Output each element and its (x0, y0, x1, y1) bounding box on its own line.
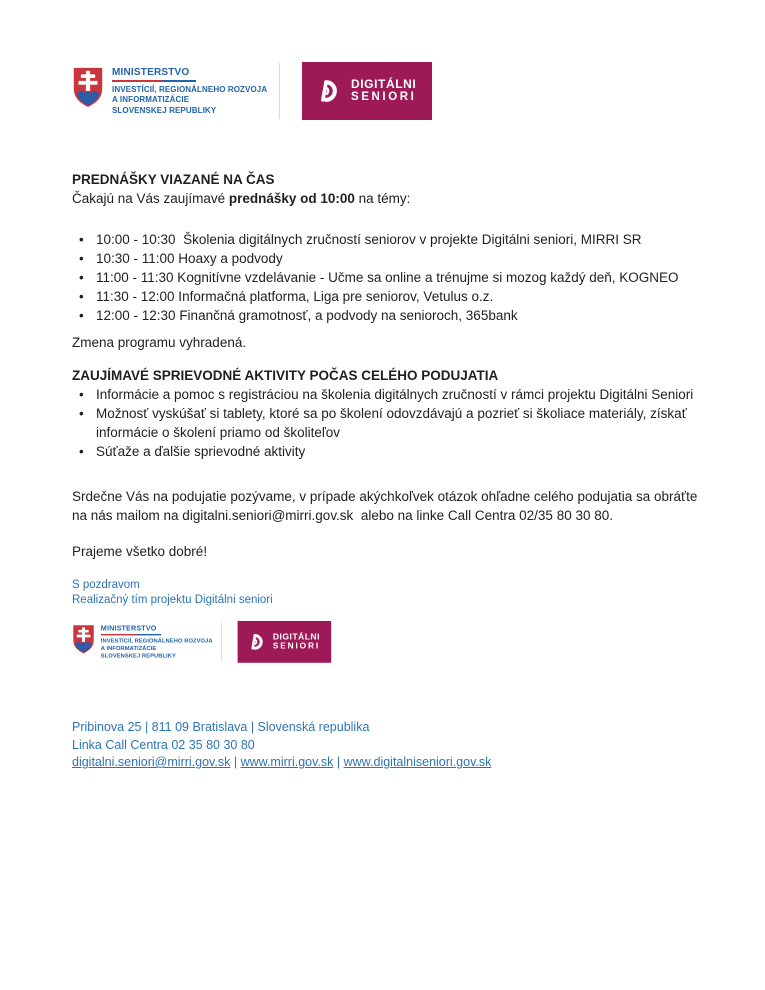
list-item: • 10:00 - 10:30 Školenia digitálnych zručností seniorov v projekte Digitálni seniori, MIRRI SR (72, 230, 699, 249)
ministry-wordmark (101, 624, 213, 660)
ministry-tricolor-underline (101, 634, 161, 635)
signature-block (72, 578, 699, 608)
footer-links (72, 754, 699, 772)
footer-separator: | (336, 755, 341, 769)
footer-separator: | (233, 755, 238, 769)
ministry-line3: A INFORMATIZÁCIE (112, 95, 190, 105)
activities-list (72, 385, 699, 461)
contact-footer (72, 719, 699, 772)
digitalni-seniori-d-icon (318, 78, 342, 104)
lectures-intro-suffix: na témy: (354, 191, 411, 206)
activities-heading: ZAUJÍMAVÉ SPRIEVODNÉ AKTIVITY POČAS CELÉHO PODUJATIA (72, 368, 499, 383)
digitalni-seniori-wordmark (351, 78, 417, 104)
lectures-intro (72, 189, 699, 208)
ministry-line3: A INFORMATIZÁCIE (100, 644, 157, 652)
logo-divider (221, 622, 222, 662)
logo-divider (279, 63, 280, 119)
digitalni-seniori-wordmark (273, 633, 320, 652)
digitalni-seniori-logo (302, 62, 432, 120)
lectures-list (72, 230, 699, 325)
lectures-intro-prefix: Čakajú na Vás zaujímavé (72, 191, 229, 206)
footer-phone: Linka Call Centra 02 35 80 30 80 (72, 737, 255, 752)
digitalniseniori-link[interactable]: www.digitalniseniori.gov.sk (343, 755, 492, 769)
ministry-line2: INVESTÍCIÍ, REGIONÁLNEHO ROZVOJA (112, 84, 268, 94)
digitalni-seniori-d-icon (249, 633, 266, 652)
digitalni-label: DIGITÁLNI (350, 77, 417, 91)
header-logos (72, 62, 699, 120)
signoff-greeting: S pozdravom (72, 579, 140, 591)
mirri-link[interactable]: www.mirri.gov.sk (240, 755, 334, 769)
ministry-logo-small (72, 624, 213, 660)
lectures-heading: PREDNÁŠKY VIAZANÉ NA ČAS (72, 172, 275, 187)
document-body (72, 170, 702, 772)
email-link[interactable]: digitalni.seniori@mirri.gov.sk (72, 755, 231, 769)
seniori-label: SENIORI (350, 91, 417, 103)
list-item: • Informácie a pomoc s registráciou na školenia digitálnych zručností v rámci projektu Digitálni Seniori (72, 385, 699, 404)
program-change-note: Zmena programu vyhradená. (72, 335, 247, 350)
slovak-coat-of-arms-icon (72, 624, 95, 656)
digitalni-label: DIGITÁLNI (272, 631, 320, 642)
farewell-line: Prajeme všetko dobré! (72, 544, 208, 559)
footer-address: Pribinova 25 | 811 09 Bratislava | Slovenská republika (72, 720, 370, 734)
list-item: • 10:30 - 11:00 Hoaxy a podvody (72, 249, 699, 268)
signoff-team: Realizačný tím projektu Digitálni seniori (72, 594, 273, 606)
digitalni-seniori-logo-small (238, 621, 332, 663)
ministry-logo (72, 66, 267, 117)
closing-paragraph: Srdečne Vás na podujatie pozývame, v prípade akýchkoľvek otázok ohľadne celého podujatia sa obráťte na nás mailom na digitalni.seniori@mirri.gov.sk alebo na linke Call Centra 02/35 80 30 80. (72, 489, 702, 523)
signature-logos (72, 621, 699, 667)
list-item: • 11:00 - 11:30 Kognitívne vzdelávanie - Učme sa online a trénujme si mozog každý deň, KOGNEO (72, 268, 699, 287)
ministry-tricolor-underline (112, 80, 196, 82)
ministry-wordmark (112, 66, 267, 117)
slovak-coat-of-arms-icon (72, 66, 104, 110)
ministry-line4: SLOVENSKEJ REPUBLIKY (112, 105, 217, 115)
ministry-line4: SLOVENSKEJ REPUBLIKY (100, 652, 176, 659)
list-item: • Možnosť vyskúšať si tablety, ktoré sa po školení odovzdávajú a pozrieť si školiace materiály, získať informácie o školení priamo od školiteľov (72, 404, 699, 442)
list-item: • 11:30 - 12:00 Informačná platforma, Liga pre seniorov, Vetulus o.z. (72, 287, 699, 306)
ministry-title: MINISTERSTVO (100, 624, 157, 633)
ministry-line2: INVESTÍCIÍ, REGIONÁLNEHO ROZVOJA (100, 637, 213, 644)
seniori-label: SENIORI (272, 641, 321, 651)
ministry-title: MINISTERSTVO (112, 66, 190, 78)
lectures-intro-time: prednášky od 10:00 (228, 191, 355, 206)
list-item: • 12:00 - 12:30 Finančná gramotnosť, a podvody na senioroch, 365bank (72, 306, 699, 325)
list-item: • Súťaže a ďalšie sprievodné aktivity (72, 442, 699, 461)
